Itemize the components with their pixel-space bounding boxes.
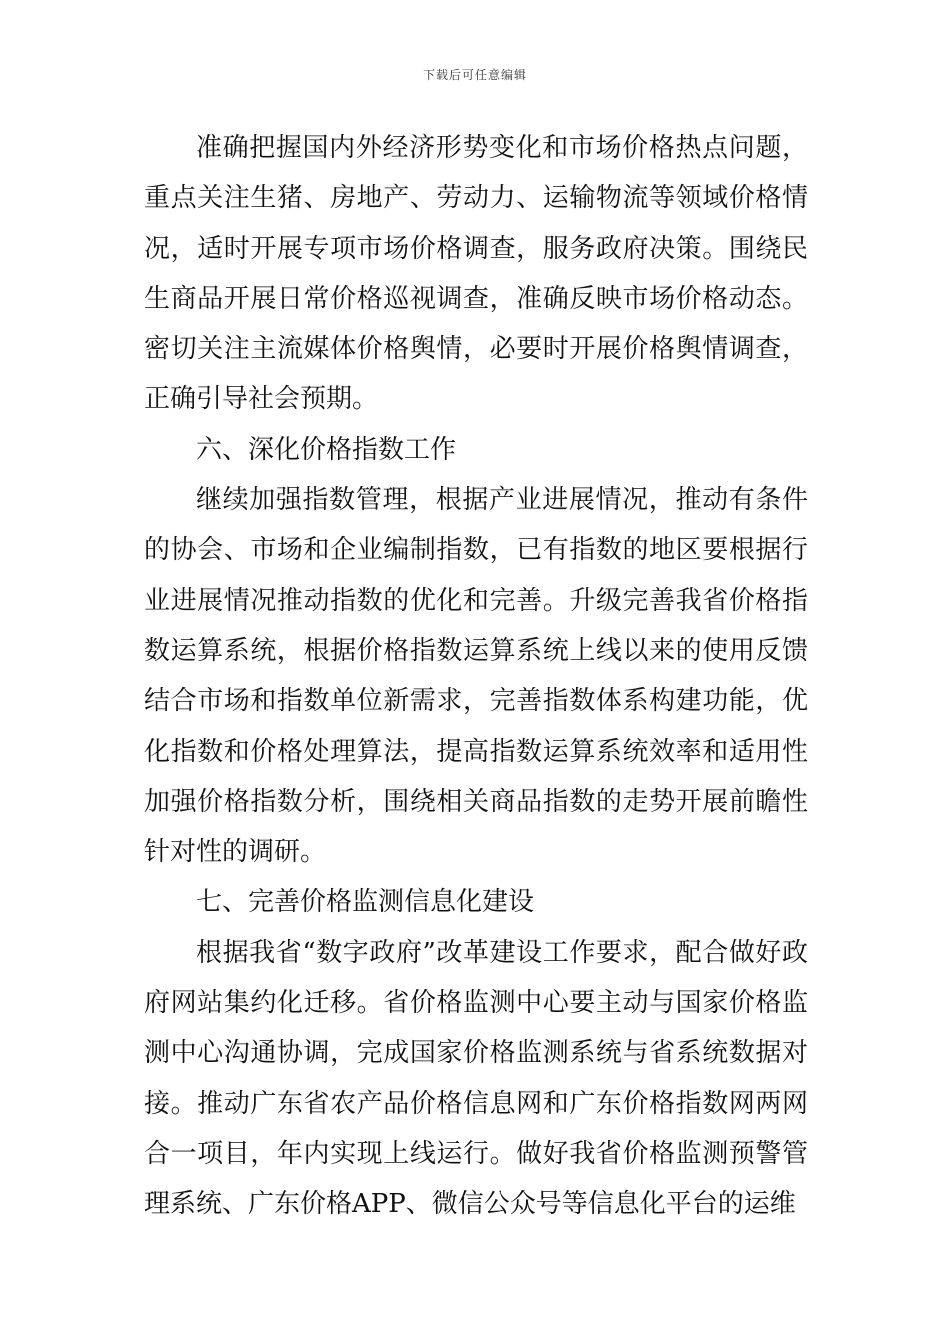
paragraph-price-index: 继续加强指数管理，根据产业进展情况，推动有条件的协会、市场和企业编制指数，已有指数的地区要根据行业进展情况推动指数的优化和完善。升级完善我省价格指数运算系统，根据价格指数运算系统上线以来的使用反馈结合市场和指数单位新需求，完善指数体系构建功能，优化指数和价格处理算法，提高指数运算系统效率和适用性加强价格指数分析，围绕相关商品指数的走势开展前瞻性针对性的调研。 [144,485,808,868]
paragraph-price-monitoring: 准确把握国内外经济形势变化和市场价格热点问题，重点关注生猪、房地产、劳动力、运输物流等领域价格情况，适时开展专项市场价格调查，服务政府决策。围绕民生商品开展日常价格巡视调查，准确反映市场价格动态。密切关注主流媒体价格舆情，必要时开展价格舆情调查，正确引导社会预期。 [144,133,808,415]
paragraph-informatization: 根据我省“数字政府”改革建设工作要求，配合做好政府网站集约化迁移。省价格监测中心要主动与国家价格监测中心沟通协调，完成国家价格监测系统与省系统数据对接。推动广东省农产品价格信息网和广东价格指数网两网合一项目，年内实现上线运行。做好我省价格监测预警管理系统、广东价格APP、微信公众号等信息化平台的运维 [144,937,808,1220]
section-heading-six: 六、深化价格指数工作 [196,434,457,465]
page-header-note: 下载后可任意编辑 [422,68,527,82]
section-heading-seven: 七、完善价格监测信息化建设 [196,887,535,918]
document-body [144,123,808,1230]
